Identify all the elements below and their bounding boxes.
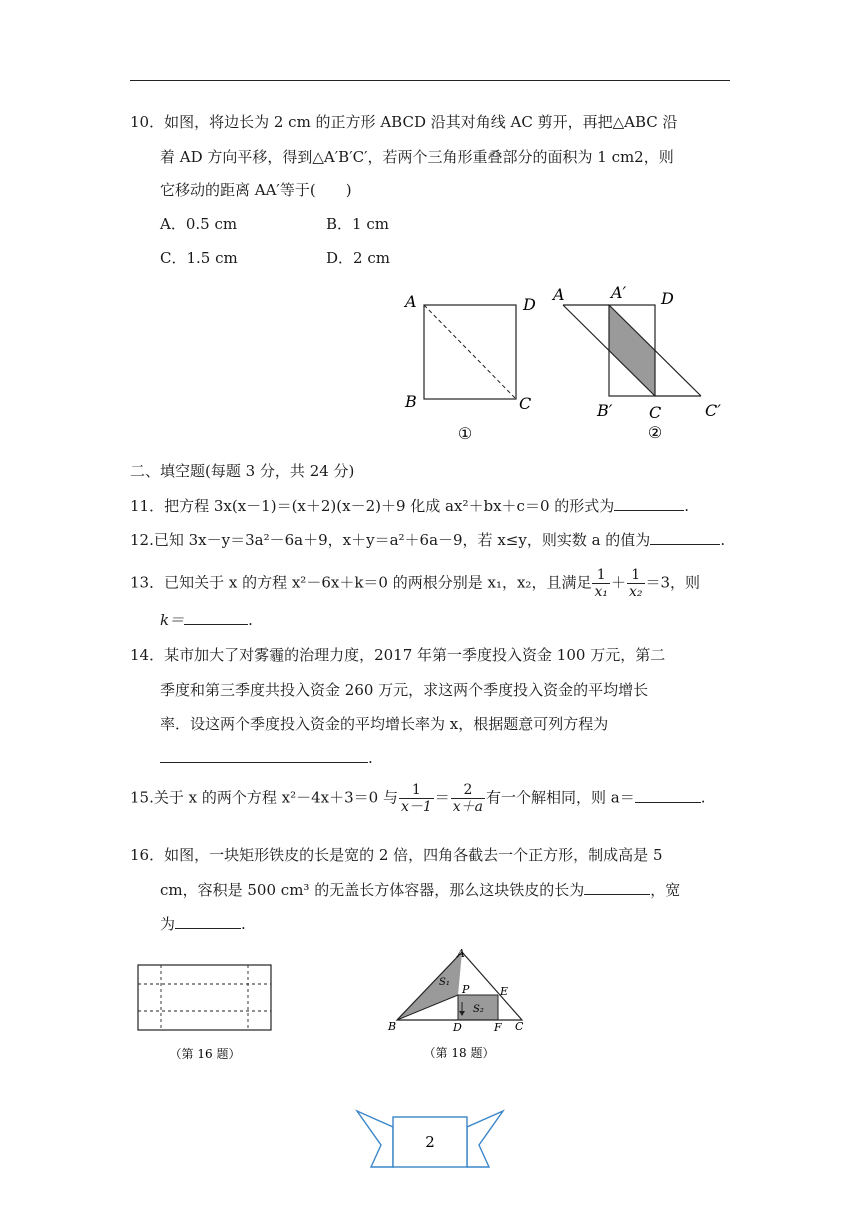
q14-line1: 14．某市加大了对雾霾的治理力度，2017 年第一季度投入资金 100 万元，第二: [130, 646, 666, 664]
ribbon-left: [357, 1111, 393, 1167]
q16-length-blank: [584, 880, 650, 895]
svg-text:C: C: [515, 1020, 524, 1033]
q14-answer-blank: [160, 748, 368, 763]
q15-answer-blank: [635, 788, 701, 803]
label-d: D: [523, 295, 536, 314]
q10-line2: 着 AD 方向平移，得到△A′B′C′，若两个三角形重叠部分的面积为 1 cm2，则: [160, 148, 674, 166]
q14-line3: 率．设这两个季度投入资金的平均增长率为 x，根据题意可列方程为: [160, 715, 609, 733]
q10-option-d: D．2 cm: [326, 249, 390, 267]
label-d: D: [661, 289, 674, 308]
q11-text: 11．把方程 3x(x－1)＝(x＋2)(x－2)＋9 化成 ax²＋bx＋c＝0 的形式为: [130, 497, 615, 515]
diagonal-ac: [424, 305, 516, 399]
figure-2-caption: ②: [647, 423, 663, 442]
figure-16-caption: （第 16 题）: [169, 1047, 241, 1061]
label-b: B: [405, 392, 417, 411]
svg-text:A: A: [457, 947, 465, 960]
q10-option-c: C．1.5 cm: [160, 249, 238, 267]
svg-text:S₁: S₁: [439, 977, 450, 988]
figure-18: [385, 945, 535, 1065]
q15-fraction-1: $\frac{1}{x-1}$: [400, 782, 432, 815]
page-number-ribbon: [355, 1105, 505, 1173]
q10-line1: 10．如图，将边长为 2 cm 的正方形 ABCD 沿其对角线 AC 剪开，再把△ABC 沿: [130, 113, 678, 131]
q15-fraction-2: $\frac{2}{x+a}$: [452, 782, 484, 815]
q10-option-b: B．1 cm: [326, 215, 389, 233]
question-15: 15.关于 x 的两个方程 x²－4x＋3＝0 与 $\frac{1}{x-1}$ ＝ $\frac{2}{x+a}$ 有一个解相同，则 a＝ .: [130, 782, 706, 815]
question-12: 12.已知 3x－y＝3a²－6a＋9，x＋y＝a²＋6a－9，若 x≤y，则实数 a 的值为 .: [130, 531, 726, 549]
label-c: C: [649, 403, 662, 422]
label-a-prime: A′: [611, 283, 627, 302]
label-c-prime: C′: [705, 401, 721, 420]
q16-line3: 为 .: [160, 915, 246, 933]
q13-answer-blank: [184, 610, 248, 625]
q12-text: 12.已知 3x－y＝3a²－6a＋9，x＋y＝a²＋6a－9，若 x≤y，则实数 a 的值为: [130, 531, 651, 549]
svg-text:D: D: [453, 1021, 462, 1034]
svg-text:P: P: [462, 983, 470, 996]
svg-text:F: F: [494, 1021, 502, 1034]
svg-text:E: E: [500, 985, 509, 998]
q14-line4: .: [160, 748, 373, 768]
header-rule: [130, 80, 730, 81]
section-title: 二、填空题(每题 3 分，共 24 分): [130, 462, 355, 480]
q16-line1: 16．如图，一块矩形铁皮的长是宽的 2 倍，四角各截去一个正方形，制成高是 5: [130, 846, 663, 864]
figure-18-caption: （第 18 题）: [423, 1046, 495, 1060]
sheet-outline: [138, 965, 271, 1030]
question-13-line2: k＝ .: [160, 611, 253, 629]
figure-1-caption: ①: [457, 424, 473, 443]
label-b-prime: B′: [597, 401, 613, 420]
q10-line3: 它移动的距离 AA′等于( ): [160, 181, 352, 199]
label-a: A: [405, 292, 417, 311]
svg-text:B: B: [388, 1020, 397, 1033]
q13-fraction-1: $\frac{1}{\text{x₁}}$: [594, 567, 608, 600]
question-11: 11．把方程 3x(x－1)＝(x＋2)(x－2)＋9 化成 ax²＋bx＋c＝0 的形式为 .: [130, 497, 690, 515]
page-number: 2: [425, 1133, 435, 1151]
svg-text:S₂: S₂: [473, 1004, 484, 1015]
q15-text: 15.关于 x 的两个方程 x²－4x＋3＝0 与: [130, 788, 398, 807]
q16-line2: cm，容积是 500 cm³ 的无盖长方体容器，那么这块铁皮的长为 ，宽: [160, 881, 681, 899]
q16-width-blank: [175, 914, 241, 929]
question-13: 13．已知关于 x 的方程 x²－6x＋k＝0 的两根分别是 x₁，x₂，且满足 $\frac{1}{\text{x₁}}$ ＋ $\frac{1}{\text{x₂}}$ ＝3，则: [130, 567, 701, 600]
q13-text: 13．已知关于 x 的方程 x²－6x＋k＝0 的两根分别是 x₁，x₂，且满足: [130, 573, 592, 592]
label-a: A: [553, 285, 565, 304]
q11-answer-blank: [614, 496, 684, 511]
figure-16: [135, 960, 280, 1065]
q10-option-a: A．0.5 cm: [160, 215, 238, 233]
label-c: C: [519, 394, 532, 413]
q12-answer-blank: [650, 530, 720, 545]
q10-figure-1: [395, 285, 545, 445]
q13-fraction-2: $\frac{1}{\text{x₂}}$: [628, 567, 643, 600]
ribbon-right: [467, 1111, 503, 1167]
fold-lines: [138, 965, 271, 1030]
q14-line2: 季度和第三季度共投入资金 260 万元，求这两个季度投入资金的平均增长: [160, 681, 649, 699]
overlap-region: [609, 305, 655, 396]
q10-figure-2: [545, 280, 735, 445]
